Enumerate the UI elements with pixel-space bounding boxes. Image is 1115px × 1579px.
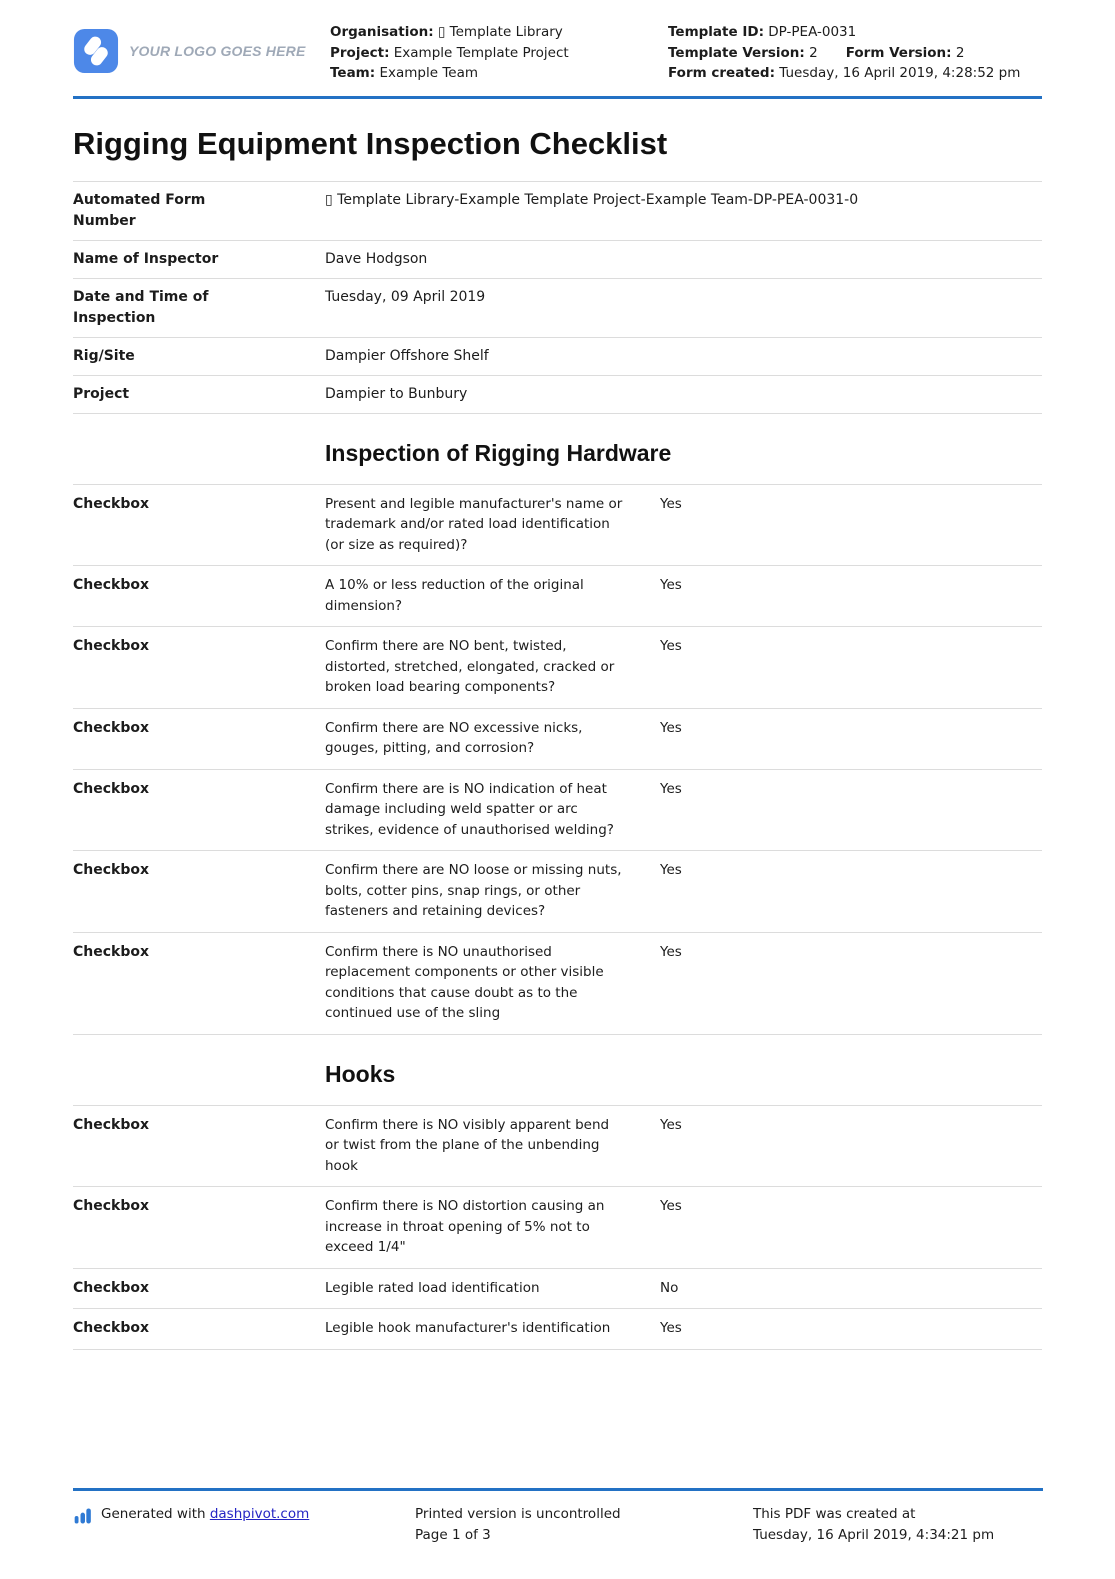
field-label: Project <box>73 385 130 402</box>
field-value: Dampier to Bunbury <box>325 385 468 402</box>
checklist-row <box>73 627 1042 709</box>
organisation-line <box>330 22 668 43</box>
table-row <box>73 376 1042 414</box>
form-info-table <box>73 181 1042 414</box>
organisation-value: ▯ Template Library <box>437 24 563 40</box>
checkbox-label: Checkbox <box>73 495 150 512</box>
template-id-line <box>668 22 1042 43</box>
section-heading-hooks: Hooks <box>325 1060 396 1087</box>
footer-generated <box>73 1504 415 1546</box>
checklist-row <box>73 1309 1042 1350</box>
checkbox-answer: Yes <box>660 1320 682 1336</box>
checkbox-answer: Yes <box>660 638 682 654</box>
checkbox-question: Confirm there is NO visibly apparent bend or twist from the plane of the unbending hook <box>325 1116 610 1174</box>
checklist-row <box>73 851 1042 933</box>
footer-created-info <box>753 1504 1043 1546</box>
section-heading-rigging-hardware: Inspection of Rigging Hardware <box>325 439 672 466</box>
checklist-row <box>73 709 1042 770</box>
field-label: Name of Inspector <box>73 250 219 267</box>
field-label: Date and Time of Inspection <box>73 288 209 326</box>
footer-print-info <box>415 1504 753 1546</box>
project-line <box>330 43 668 64</box>
field-value: ▯ Template Library-Example Template Project-Example Team-DP-PEA-0031-0 <box>325 191 859 208</box>
checkbox-label: Checkbox <box>73 638 150 654</box>
checkbox-question: Confirm there is NO unauthorised replacement components or other visible conditions that cause doubt as to the continued use of the sling <box>325 943 604 1021</box>
form-created-label: Form created: <box>668 65 775 81</box>
field-value: Tuesday, 09 April 2019 <box>325 288 486 305</box>
checkbox-answer: Yes <box>660 943 682 960</box>
generated-with-text <box>101 1504 309 1525</box>
logo-placeholder-text: YOUR LOGO GOES HERE <box>129 43 306 59</box>
bar-chart-icon <box>73 1504 93 1526</box>
footer-grid <box>73 1504 1043 1546</box>
field-label: Automated Form Number <box>73 191 206 229</box>
checkbox-answer: Yes <box>660 1198 682 1214</box>
checklist-row <box>73 770 1042 852</box>
checklist-row <box>73 566 1042 627</box>
checkbox-label: Checkbox <box>73 1116 150 1133</box>
logo <box>73 22 330 74</box>
table-row <box>73 338 1042 376</box>
checkbox-answer: Yes <box>660 780 682 797</box>
checkbox-label: Checkbox <box>73 943 150 960</box>
checklist-row <box>73 485 1042 567</box>
form-version-label: Form Version: <box>845 44 952 61</box>
template-id-value: DP-PEA-0031 <box>768 24 857 40</box>
organisation-label: Organisation: <box>330 24 434 40</box>
checklist-row <box>73 1269 1042 1310</box>
hooks-checklist <box>73 1105 1042 1350</box>
company-logo-icon <box>73 28 119 74</box>
page-footer <box>73 1488 1043 1546</box>
table-row <box>73 241 1042 279</box>
field-value: Dampier Offshore Shelf <box>325 347 489 364</box>
checkbox-answer: Yes <box>660 719 682 736</box>
checkbox-answer: No <box>660 1279 679 1296</box>
template-id-label: Template ID: <box>668 24 764 40</box>
checkbox-question: Confirm there are NO bent, twisted, distorted, stretched, elongated, cracked or broken load bearing components? <box>325 638 615 695</box>
page-number-text: Page 1 of 3 <box>415 1527 491 1543</box>
printed-version-text: Printed version is uncontrolled <box>415 1506 621 1522</box>
field-value: Dave Hodgson <box>325 250 428 267</box>
project-value: Example Template Project <box>393 44 569 61</box>
team-line <box>330 63 668 84</box>
checkbox-question: Confirm there is NO distortion causing an increase in throat opening of 5% not to exceed 1/4" <box>325 1198 605 1255</box>
checkbox-answer: Yes <box>660 1116 682 1133</box>
team-label: Team: <box>330 65 376 81</box>
checkbox-label: Checkbox <box>73 862 150 878</box>
checkbox-answer: Yes <box>660 862 682 878</box>
table-row <box>73 279 1042 338</box>
checklist-row <box>73 1187 1042 1269</box>
checkbox-question: Present and legible manufacturer's name or trademark and/or rated load identification (or size as required)? <box>325 495 623 553</box>
project-label: Project: <box>330 44 390 61</box>
pdf-created-label: This PDF was created at <box>753 1506 916 1522</box>
page-title: Rigging Equipment Inspection Checklist <box>73 125 668 161</box>
checklist-row <box>73 933 1042 1035</box>
dashpivot-link[interactable]: dashpivot.com <box>209 1506 310 1522</box>
checkbox-question: Confirm there are NO loose or missing nuts, bolts, cotter pins, snap rings, or other fasteners and retaining devices? <box>325 862 622 919</box>
generated-prefix: Generated with <box>101 1506 210 1522</box>
header-template-block <box>668 22 1042 84</box>
header-org-block <box>330 22 668 84</box>
template-version-value: 2 <box>809 44 818 61</box>
versions-line <box>668 43 1042 64</box>
checkbox-label: Checkbox <box>73 1320 150 1336</box>
page-header <box>73 22 1042 99</box>
table-row <box>73 182 1042 241</box>
field-label: Rig/Site <box>73 347 135 364</box>
form-version-value: 2 <box>955 44 965 61</box>
checkbox-label: Checkbox <box>73 577 150 593</box>
template-version-label: Template Version: <box>668 44 805 61</box>
checkbox-label: Checkbox <box>73 719 150 736</box>
form-created-line <box>668 63 1042 84</box>
checkbox-answer: Yes <box>660 495 682 512</box>
checkbox-question: A 10% or less reduction of the original dimension? <box>325 577 584 614</box>
checkbox-answer: Yes <box>660 577 682 593</box>
team-value: Example Team <box>379 65 478 81</box>
checkbox-question: Legible hook manufacturer's identification <box>325 1320 611 1336</box>
checkbox-question: Confirm there are NO excessive nicks, gouges, pitting, and corrosion? <box>325 719 583 756</box>
checkbox-label: Checkbox <box>73 780 150 797</box>
checkbox-question: Confirm there are is NO indication of heat damage including weld spatter or arc strikes, evidence of unauthorised welding? <box>325 780 614 838</box>
pdf-created-timestamp: Tuesday, 16 April 2019, 4:34:21 pm <box>753 1527 995 1543</box>
form-created-value: Tuesday, 16 April 2019, 4:28:52 pm <box>779 65 1021 81</box>
checkbox-label: Checkbox <box>73 1279 150 1296</box>
checkbox-question: Legible rated load identification <box>325 1279 540 1296</box>
rigging-hardware-checklist <box>73 484 1042 1035</box>
checklist-row <box>73 1106 1042 1188</box>
checkbox-label: Checkbox <box>73 1198 150 1214</box>
